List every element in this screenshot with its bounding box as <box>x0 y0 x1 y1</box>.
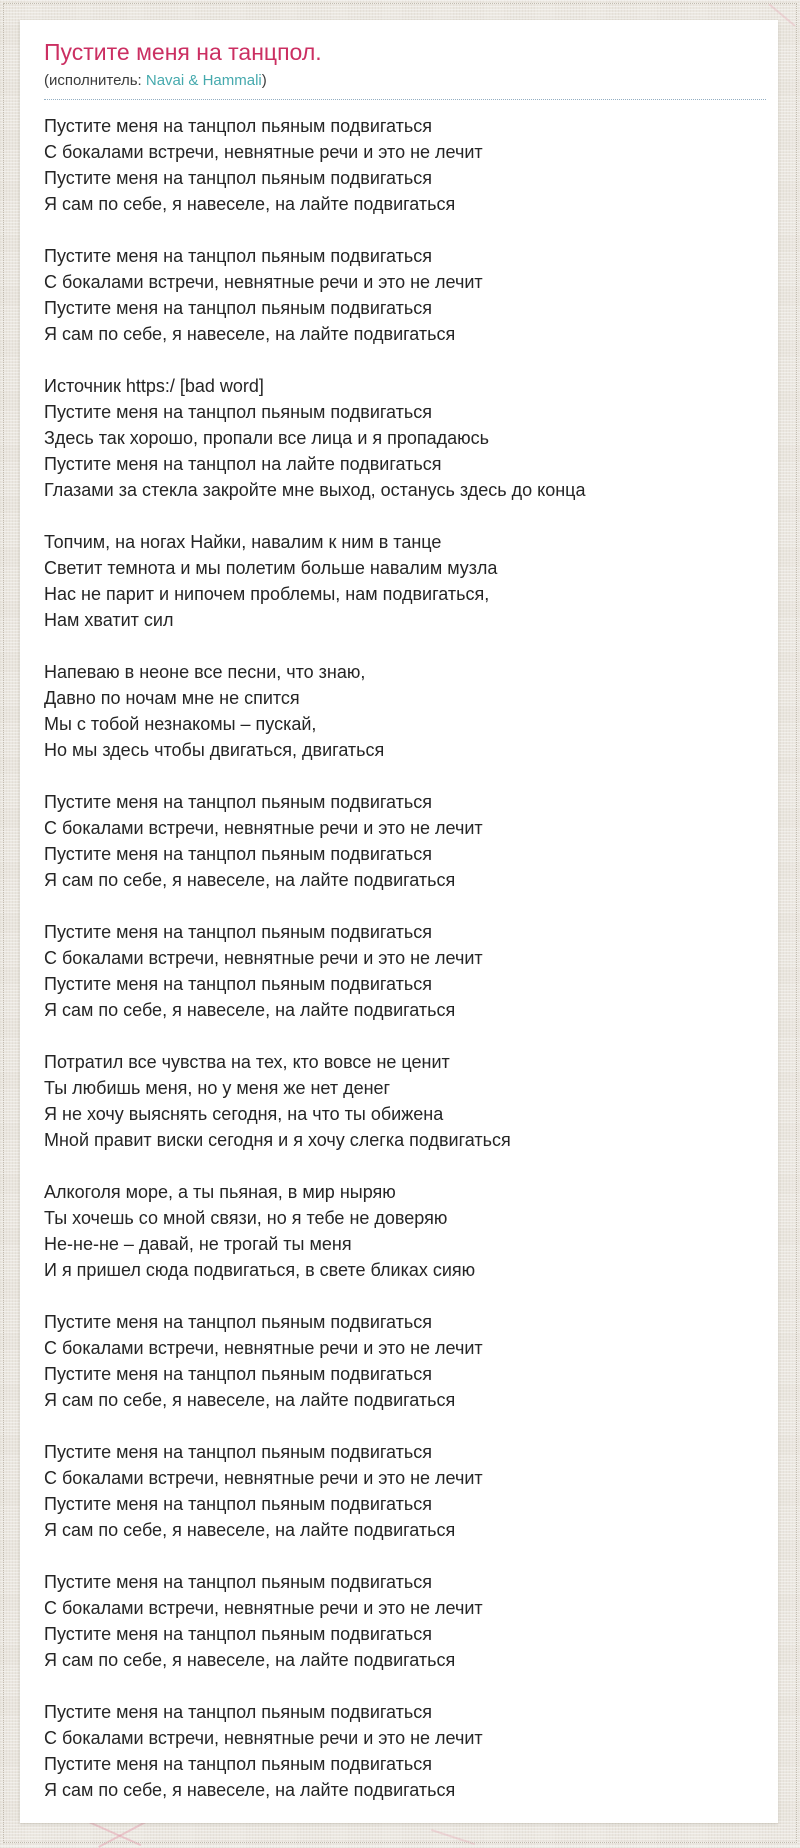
lyric-line: Мной правит виски сегодня и я хочу слегка подвигаться <box>44 1130 511 1150</box>
lyric-line: Светит темнота и мы полетим больше навалим музла <box>44 558 498 578</box>
lyric-line: Пустите меня на танцпол пьяным подвигаться <box>44 974 433 994</box>
lyrics-block <box>44 243 754 347</box>
lyric-line: Давно по ночам мне не спится <box>44 688 300 708</box>
lyrics-card <box>20 20 778 1823</box>
lyric-line: Пустите меня на танцпол пьяным подвигаться <box>44 1442 433 1462</box>
dotted-separator <box>44 99 766 100</box>
thread-decoration <box>431 1829 475 1845</box>
lyric-line: Пустите меня на танцпол пьяным подвигаться <box>44 1624 433 1644</box>
lyric-line: Но мы здесь чтобы двигаться, двигаться <box>44 740 385 760</box>
lyric-line: И я пришел сюда подвигаться, в свете бликах сияю <box>44 1260 476 1280</box>
lyric-line: С бокалами встречи, невнятные речи и это не лечит <box>44 1338 483 1358</box>
lyric-line: Ты любишь меня, но у меня же нет денег <box>44 1078 391 1098</box>
artist-close-paren: ) <box>261 72 267 89</box>
lyric-line: С бокалами встречи, невнятные речи и это не лечит <box>44 1728 483 1748</box>
lyric-line: Пустите меня на танцпол пьяным подвигаться <box>44 1754 433 1774</box>
song-title: Пустите меня на танцпол. <box>44 39 322 65</box>
lyric-line: С бокалами встречи, невнятные речи и это не лечит <box>44 948 483 968</box>
lyric-line: Я сам по себе, я навеселе, на лайте подвигаться <box>44 1000 456 1020</box>
lyric-line: Источник https:/ [bad word] <box>44 376 264 396</box>
lyric-line: Пустите меня на танцпол пьяным подвигаться <box>44 1702 433 1722</box>
lyric-line: Я сам по себе, я навеселе, на лайте подвигаться <box>44 194 456 214</box>
lyric-line: Я сам по себе, я навеселе, на лайте подвигаться <box>44 1650 456 1670</box>
lyrics-block <box>44 113 754 217</box>
lyric-line: Не-не-не – давай, не трогай ты меня <box>44 1234 352 1254</box>
lyric-line: Я не хочу выяснять сегодня, на что ты обижена <box>44 1104 444 1124</box>
lyric-line: Ты хочешь со мной связи, но я тебе не доверяю <box>44 1208 448 1228</box>
lyric-line: С бокалами встречи, невнятные речи и это не лечит <box>44 142 483 162</box>
lyric-line: Пустите меня на танцпол пьяным подвигаться <box>44 402 433 422</box>
lyric-line: Я сам по себе, я навеселе, на лайте подвигаться <box>44 1780 456 1800</box>
lyric-line: Нас не парит и нипочем проблемы, нам подвигаться, <box>44 584 490 604</box>
lyric-line: Алкоголя море, а ты пьяная, в мир ныряю <box>44 1182 396 1202</box>
lyric-line: Здесь так хорошо, пропали все лица и я пропадаюсь <box>44 428 490 448</box>
lyrics-block <box>44 789 754 893</box>
lyrics-block <box>44 1439 754 1543</box>
lyric-line: Пустите меня на танцпол пьяным подвигаться <box>44 1572 433 1592</box>
lyric-line: С бокалами встречи, невнятные речи и это не лечит <box>44 1598 483 1618</box>
lyric-line: С бокалами встречи, невнятные речи и это не лечит <box>44 272 483 292</box>
lyrics-block <box>44 1309 754 1413</box>
lyrics-block <box>44 919 754 1023</box>
lyrics-block <box>44 659 754 763</box>
lyric-line: Я сам по себе, я навеселе, на лайте подвигаться <box>44 1390 456 1410</box>
artist-label: (исполнитель: <box>44 72 146 89</box>
lyric-line: Пустите меня на танцпол пьяным подвигаться <box>44 246 433 266</box>
lyric-line: Потратил все чувства на тех, кто вовсе не ценит <box>44 1052 450 1072</box>
lyric-line: Пустите меня на танцпол пьяным подвигаться <box>44 922 433 942</box>
lyric-line: Пустите меня на танцпол пьяным подвигаться <box>44 168 433 188</box>
lyric-line: Пустите меня на танцпол на лайте подвигаться <box>44 454 442 474</box>
lyric-line: Мы с тобой незнакомы – пускай, <box>44 714 317 734</box>
lyric-line: Пустите меня на танцпол пьяным подвигаться <box>44 844 433 864</box>
lyric-line: Я сам по себе, я навеселе, на лайте подвигаться <box>44 870 456 890</box>
lyrics-block <box>44 1569 754 1673</box>
lyric-line: С бокалами встречи, невнятные речи и это не лечит <box>44 818 483 838</box>
lyrics-block <box>44 1049 754 1153</box>
lyric-line: Я сам по себе, я навеселе, на лайте подвигаться <box>44 324 456 344</box>
lyrics-block <box>44 1179 754 1283</box>
lyric-line: Пустите меня на танцпол пьяным подвигаться <box>44 1364 433 1384</box>
lyric-line: Топчим, на ногах Найки, навалим к ним в танце <box>44 532 442 552</box>
lyrics-block <box>44 529 754 633</box>
lyrics-text <box>44 113 754 1803</box>
lyrics-block <box>44 373 754 503</box>
lyric-line: Я сам по себе, я навеселе, на лайте подвигаться <box>44 1520 456 1540</box>
lyric-line: Пустите меня на танцпол пьяным подвигаться <box>44 298 433 318</box>
artist-link[interactable]: Navai & Hammali <box>145 72 262 89</box>
lyric-line: Нам хватит сил <box>44 610 174 630</box>
lyric-line: Пустите меня на танцпол пьяным подвигаться <box>44 116 433 136</box>
lyric-line: Напеваю в неоне все песни, что знаю, <box>44 662 366 682</box>
lyric-line: Пустите меня на танцпол пьяным подвигаться <box>44 1312 433 1332</box>
lyric-line: Пустите меня на танцпол пьяным подвигаться <box>44 792 433 812</box>
lyrics-block <box>44 1699 754 1803</box>
lyric-line: Пустите меня на танцпол пьяным подвигаться <box>44 1494 433 1514</box>
artist-line <box>44 71 754 90</box>
lyric-line: С бокалами встречи, невнятные речи и это не лечит <box>44 1468 483 1488</box>
lyric-line: Глазами за стекла закройте мне выход, останусь здесь до конца <box>44 480 586 500</box>
